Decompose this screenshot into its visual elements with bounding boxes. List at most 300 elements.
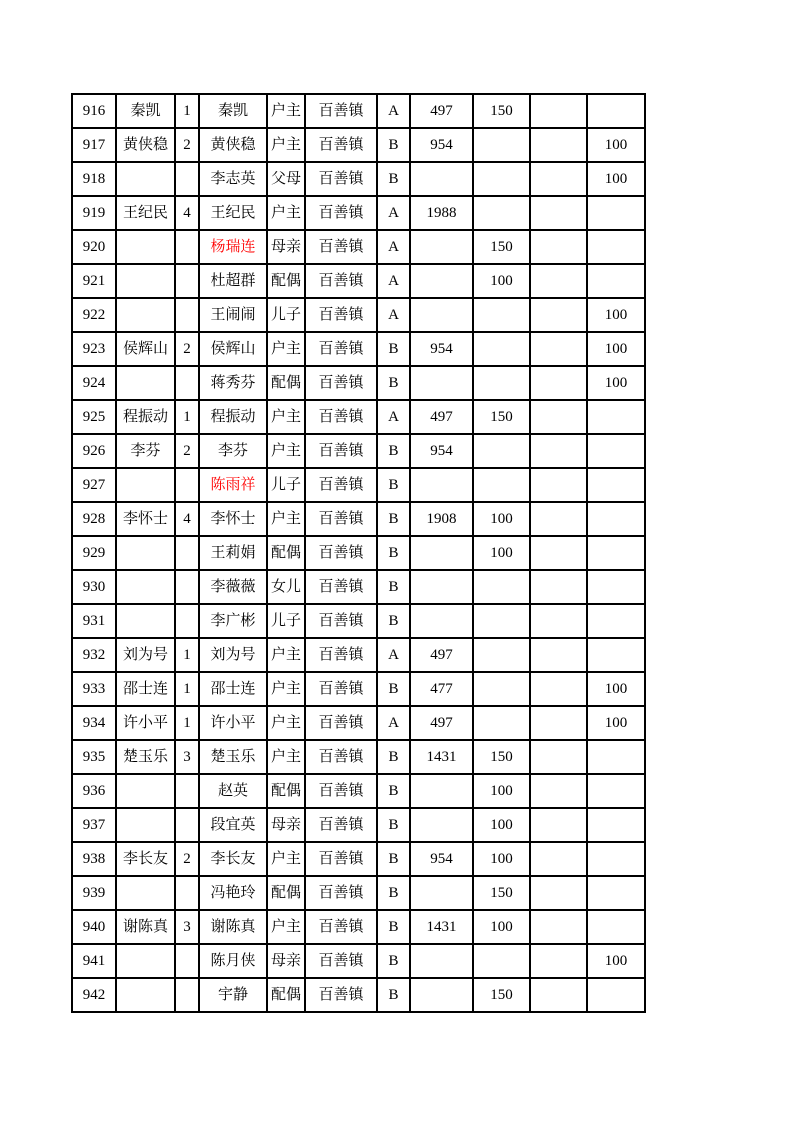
cell-member-name: 楚玉乐: [199, 740, 267, 774]
cell-town: 百善镇: [305, 978, 377, 1012]
cell-grade: B: [377, 434, 410, 468]
cell-amount-4: [587, 230, 645, 264]
cell-amount-2: [473, 570, 530, 604]
cell-id: 941: [72, 944, 116, 978]
cell-amount-3: [530, 842, 587, 876]
cell-head-name: [116, 366, 175, 400]
cell-head-name: [116, 468, 175, 502]
cell-member-name: 李广彬: [199, 604, 267, 638]
cell-amount-2: 150: [473, 978, 530, 1012]
cell-member-name: 杜超群: [199, 264, 267, 298]
cell-id: 930: [72, 570, 116, 604]
cell-grade: B: [377, 910, 410, 944]
cell-amount-2: [473, 468, 530, 502]
cell-id: 935: [72, 740, 116, 774]
cell-amount-2: 150: [473, 400, 530, 434]
cell-town: 百善镇: [305, 740, 377, 774]
cell-member-name: 李长友: [199, 842, 267, 876]
cell-amount-4: [587, 978, 645, 1012]
cell-amount-2: 100: [473, 808, 530, 842]
cell-grade: B: [377, 128, 410, 162]
cell-amount-2: [473, 332, 530, 366]
cell-member-count: 2: [175, 332, 199, 366]
cell-amount-4: [587, 94, 645, 128]
cell-member-name: 谢陈真: [199, 910, 267, 944]
cell-amount-2: 150: [473, 94, 530, 128]
cell-id: 928: [72, 502, 116, 536]
cell-head-name: 侯辉山: [116, 332, 175, 366]
cell-relation: 儿子: [267, 604, 305, 638]
cell-amount-4: [587, 502, 645, 536]
cell-amount-2: 100: [473, 774, 530, 808]
cell-member-count: [175, 264, 199, 298]
cell-member-name: 李芬: [199, 434, 267, 468]
cell-amount-1: 497: [410, 94, 473, 128]
cell-head-name: 刘为号: [116, 638, 175, 672]
cell-amount-3: [530, 332, 587, 366]
cell-amount-1: 477: [410, 672, 473, 706]
cell-amount-4: [587, 570, 645, 604]
table-row: [72, 468, 645, 502]
cell-head-name: 谢陈真: [116, 910, 175, 944]
cell-amount-1: 1431: [410, 740, 473, 774]
cell-member-name: 蒋秀芬: [199, 366, 267, 400]
table-row: [72, 740, 645, 774]
cell-amount-3: [530, 876, 587, 910]
cell-amount-1: [410, 264, 473, 298]
cell-id: 934: [72, 706, 116, 740]
cell-amount-4: [587, 740, 645, 774]
cell-member-name: 侯辉山: [199, 332, 267, 366]
cell-amount-3: [530, 196, 587, 230]
cell-amount-2: 100: [473, 910, 530, 944]
cell-grade: A: [377, 94, 410, 128]
cell-member-name: 陈雨祥: [199, 468, 267, 502]
cell-town: 百善镇: [305, 808, 377, 842]
cell-member-name: 王纪民: [199, 196, 267, 230]
cell-grade: B: [377, 944, 410, 978]
cell-id: 924: [72, 366, 116, 400]
table-row: [72, 400, 645, 434]
cell-member-count: [175, 536, 199, 570]
cell-grade: B: [377, 332, 410, 366]
cell-id: 942: [72, 978, 116, 1012]
cell-member-name: 刘为号: [199, 638, 267, 672]
cell-town: 百善镇: [305, 434, 377, 468]
cell-amount-3: [530, 230, 587, 264]
cell-head-name: 程振动: [116, 400, 175, 434]
cell-amount-3: [530, 366, 587, 400]
cell-head-name: [116, 298, 175, 332]
cell-amount-1: 497: [410, 706, 473, 740]
table-row: [72, 196, 645, 230]
household-registry-table: [71, 93, 646, 1013]
cell-member-count: 4: [175, 196, 199, 230]
table-row: [72, 570, 645, 604]
cell-relation: 配偶: [267, 536, 305, 570]
cell-id: 923: [72, 332, 116, 366]
cell-amount-3: [530, 128, 587, 162]
cell-amount-3: [530, 672, 587, 706]
cell-amount-4: 100: [587, 298, 645, 332]
cell-town: 百善镇: [305, 128, 377, 162]
cell-town: 百善镇: [305, 706, 377, 740]
cell-amount-2: 150: [473, 876, 530, 910]
cell-town: 百善镇: [305, 400, 377, 434]
cell-member-count: 4: [175, 502, 199, 536]
cell-relation: 户主: [267, 196, 305, 230]
cell-id: 918: [72, 162, 116, 196]
cell-amount-3: [530, 604, 587, 638]
cell-town: 百善镇: [305, 774, 377, 808]
table-row: [72, 638, 645, 672]
cell-head-name: [116, 774, 175, 808]
cell-amount-1: 954: [410, 434, 473, 468]
cell-member-name: 秦凯: [199, 94, 267, 128]
table-row: [72, 366, 645, 400]
cell-relation: 配偶: [267, 774, 305, 808]
cell-town: 百善镇: [305, 468, 377, 502]
cell-amount-1: [410, 230, 473, 264]
cell-member-count: 2: [175, 842, 199, 876]
cell-head-name: [116, 264, 175, 298]
table-row: [72, 808, 645, 842]
cell-town: 百善镇: [305, 842, 377, 876]
cell-member-name: 邵士连: [199, 672, 267, 706]
cell-town: 百善镇: [305, 638, 377, 672]
cell-amount-3: [530, 910, 587, 944]
cell-member-count: [175, 774, 199, 808]
cell-amount-4: 100: [587, 672, 645, 706]
cell-member-count: 3: [175, 910, 199, 944]
cell-grade: B: [377, 366, 410, 400]
cell-amount-1: [410, 774, 473, 808]
table-row: [72, 978, 645, 1012]
table-row: [72, 842, 645, 876]
cell-amount-3: [530, 570, 587, 604]
table-row: [72, 774, 645, 808]
cell-amount-1: 497: [410, 638, 473, 672]
cell-amount-1: 954: [410, 128, 473, 162]
cell-amount-2: [473, 366, 530, 400]
cell-head-name: [116, 162, 175, 196]
cell-amount-4: 100: [587, 332, 645, 366]
cell-grade: B: [377, 978, 410, 1012]
cell-member-count: 1: [175, 672, 199, 706]
table-row: [72, 944, 645, 978]
cell-member-count: 2: [175, 434, 199, 468]
cell-head-name: [116, 604, 175, 638]
cell-amount-1: 497: [410, 400, 473, 434]
cell-id: 922: [72, 298, 116, 332]
cell-amount-2: [473, 604, 530, 638]
cell-member-count: 3: [175, 740, 199, 774]
cell-grade: B: [377, 876, 410, 910]
cell-amount-1: 954: [410, 332, 473, 366]
table-row: [72, 604, 645, 638]
cell-grade: B: [377, 604, 410, 638]
cell-amount-2: 100: [473, 264, 530, 298]
cell-member-name: 许小平: [199, 706, 267, 740]
cell-id: 936: [72, 774, 116, 808]
cell-id: 937: [72, 808, 116, 842]
cell-amount-3: [530, 400, 587, 434]
cell-amount-2: [473, 196, 530, 230]
table-row: [72, 162, 645, 196]
cell-amount-1: [410, 162, 473, 196]
cell-grade: B: [377, 808, 410, 842]
cell-member-name: 杨瑞连: [199, 230, 267, 264]
cell-town: 百善镇: [305, 298, 377, 332]
table-row: [72, 910, 645, 944]
cell-member-count: [175, 604, 199, 638]
cell-relation: 儿子: [267, 298, 305, 332]
cell-relation: 配偶: [267, 876, 305, 910]
cell-id: 940: [72, 910, 116, 944]
cell-amount-2: 100: [473, 536, 530, 570]
cell-id: 925: [72, 400, 116, 434]
cell-member-count: [175, 162, 199, 196]
table-row: [72, 332, 645, 366]
cell-head-name: [116, 230, 175, 264]
cell-amount-2: [473, 128, 530, 162]
cell-id: 916: [72, 94, 116, 128]
table-row: [72, 876, 645, 910]
cell-amount-3: [530, 638, 587, 672]
cell-head-name: [116, 876, 175, 910]
cell-relation: 户主: [267, 400, 305, 434]
cell-member-name: 黄侠稳: [199, 128, 267, 162]
cell-amount-4: [587, 876, 645, 910]
cell-member-count: [175, 978, 199, 1012]
cell-amount-4: 100: [587, 162, 645, 196]
cell-town: 百善镇: [305, 910, 377, 944]
cell-member-count: 1: [175, 638, 199, 672]
cell-grade: A: [377, 230, 410, 264]
table-row: [72, 706, 645, 740]
cell-amount-4: [587, 638, 645, 672]
cell-amount-3: [530, 468, 587, 502]
cell-amount-2: 100: [473, 502, 530, 536]
cell-member-count: [175, 298, 199, 332]
cell-amount-1: [410, 876, 473, 910]
cell-town: 百善镇: [305, 944, 377, 978]
cell-relation: 户主: [267, 94, 305, 128]
cell-id: 926: [72, 434, 116, 468]
table-row: [72, 536, 645, 570]
cell-head-name: [116, 808, 175, 842]
cell-amount-3: [530, 264, 587, 298]
cell-town: 百善镇: [305, 502, 377, 536]
cell-town: 百善镇: [305, 332, 377, 366]
cell-relation: 户主: [267, 434, 305, 468]
cell-amount-3: [530, 706, 587, 740]
table-row: [72, 672, 645, 706]
table-row: [72, 264, 645, 298]
cell-relation: 母亲: [267, 230, 305, 264]
cell-town: 百善镇: [305, 196, 377, 230]
cell-amount-3: [530, 536, 587, 570]
cell-member-count: [175, 944, 199, 978]
cell-grade: B: [377, 672, 410, 706]
table-row: [72, 298, 645, 332]
cell-amount-1: 1908: [410, 502, 473, 536]
cell-grade: B: [377, 162, 410, 196]
table-row: [72, 502, 645, 536]
cell-amount-3: [530, 978, 587, 1012]
cell-member-name: 陈月侠: [199, 944, 267, 978]
cell-id: 920: [72, 230, 116, 264]
cell-amount-4: [587, 774, 645, 808]
cell-amount-3: [530, 774, 587, 808]
cell-relation: 女儿: [267, 570, 305, 604]
cell-amount-2: [473, 944, 530, 978]
cell-amount-2: 100: [473, 842, 530, 876]
cell-relation: 户主: [267, 706, 305, 740]
cell-relation: 配偶: [267, 978, 305, 1012]
cell-id: 927: [72, 468, 116, 502]
cell-id: 919: [72, 196, 116, 230]
table-body: [72, 94, 645, 1012]
cell-head-name: 秦凯: [116, 94, 175, 128]
cell-town: 百善镇: [305, 536, 377, 570]
cell-relation: 户主: [267, 740, 305, 774]
cell-grade: B: [377, 536, 410, 570]
cell-member-count: [175, 808, 199, 842]
cell-amount-1: [410, 298, 473, 332]
table-row: [72, 434, 645, 468]
cell-member-name: 李志英: [199, 162, 267, 196]
cell-id: 933: [72, 672, 116, 706]
cell-town: 百善镇: [305, 672, 377, 706]
cell-member-count: 1: [175, 94, 199, 128]
cell-id: 921: [72, 264, 116, 298]
cell-amount-2: [473, 162, 530, 196]
cell-amount-1: [410, 808, 473, 842]
cell-relation: 母亲: [267, 944, 305, 978]
table-row: [72, 128, 645, 162]
cell-relation: 户主: [267, 502, 305, 536]
cell-grade: A: [377, 196, 410, 230]
cell-town: 百善镇: [305, 366, 377, 400]
cell-town: 百善镇: [305, 162, 377, 196]
cell-grade: A: [377, 400, 410, 434]
cell-grade: B: [377, 570, 410, 604]
cell-relation: 户主: [267, 128, 305, 162]
cell-town: 百善镇: [305, 264, 377, 298]
cell-member-count: [175, 570, 199, 604]
cell-member-name: 王莉娟: [199, 536, 267, 570]
cell-town: 百善镇: [305, 230, 377, 264]
cell-member-name: 程振动: [199, 400, 267, 434]
cell-head-name: 李怀士: [116, 502, 175, 536]
cell-relation: 户主: [267, 638, 305, 672]
cell-member-name: 王闹闹: [199, 298, 267, 332]
cell-amount-4: [587, 910, 645, 944]
cell-id: 939: [72, 876, 116, 910]
cell-head-name: 楚玉乐: [116, 740, 175, 774]
cell-amount-4: [587, 468, 645, 502]
cell-relation: 母亲: [267, 808, 305, 842]
cell-amount-1: [410, 366, 473, 400]
cell-head-name: 李芬: [116, 434, 175, 468]
cell-amount-4: [587, 196, 645, 230]
cell-amount-4: [587, 434, 645, 468]
cell-head-name: [116, 978, 175, 1012]
cell-member-name: 李怀士: [199, 502, 267, 536]
cell-amount-1: [410, 604, 473, 638]
table-row: [72, 230, 645, 264]
cell-amount-4: [587, 400, 645, 434]
cell-member-count: [175, 366, 199, 400]
cell-member-count: [175, 230, 199, 264]
cell-grade: B: [377, 774, 410, 808]
cell-member-count: 2: [175, 128, 199, 162]
cell-head-name: 黄侠稳: [116, 128, 175, 162]
cell-amount-3: [530, 94, 587, 128]
cell-id: 932: [72, 638, 116, 672]
cell-amount-1: 1988: [410, 196, 473, 230]
cell-id: 938: [72, 842, 116, 876]
cell-amount-4: 100: [587, 128, 645, 162]
cell-grade: A: [377, 638, 410, 672]
cell-amount-4: [587, 604, 645, 638]
cell-amount-1: [410, 944, 473, 978]
cell-amount-2: 150: [473, 230, 530, 264]
cell-member-name: 李薇薇: [199, 570, 267, 604]
cell-amount-2: 150: [473, 740, 530, 774]
cell-head-name: 李长友: [116, 842, 175, 876]
cell-amount-3: [530, 808, 587, 842]
cell-member-name: 段宜英: [199, 808, 267, 842]
cell-relation: 儿子: [267, 468, 305, 502]
cell-id: 931: [72, 604, 116, 638]
cell-grade: B: [377, 468, 410, 502]
cell-amount-4: [587, 842, 645, 876]
cell-amount-2: [473, 298, 530, 332]
cell-amount-2: [473, 706, 530, 740]
cell-head-name: 许小平: [116, 706, 175, 740]
cell-amount-1: [410, 468, 473, 502]
cell-amount-4: [587, 264, 645, 298]
cell-relation: 父母: [267, 162, 305, 196]
cell-relation: 配偶: [267, 366, 305, 400]
cell-head-name: [116, 536, 175, 570]
cell-amount-2: [473, 672, 530, 706]
cell-amount-3: [530, 944, 587, 978]
cell-amount-4: [587, 536, 645, 570]
cell-town: 百善镇: [305, 570, 377, 604]
cell-grade: A: [377, 264, 410, 298]
cell-amount-1: 1431: [410, 910, 473, 944]
cell-amount-3: [530, 434, 587, 468]
cell-head-name: 邵士连: [116, 672, 175, 706]
cell-grade: A: [377, 298, 410, 332]
cell-relation: 户主: [267, 842, 305, 876]
cell-town: 百善镇: [305, 604, 377, 638]
cell-amount-4: 100: [587, 366, 645, 400]
cell-amount-1: 954: [410, 842, 473, 876]
cell-member-count: 1: [175, 706, 199, 740]
cell-id: 929: [72, 536, 116, 570]
cell-relation: 户主: [267, 910, 305, 944]
cell-head-name: 王纪民: [116, 196, 175, 230]
cell-amount-3: [530, 740, 587, 774]
cell-id: 917: [72, 128, 116, 162]
cell-grade: B: [377, 740, 410, 774]
cell-town: 百善镇: [305, 876, 377, 910]
cell-grade: A: [377, 706, 410, 740]
